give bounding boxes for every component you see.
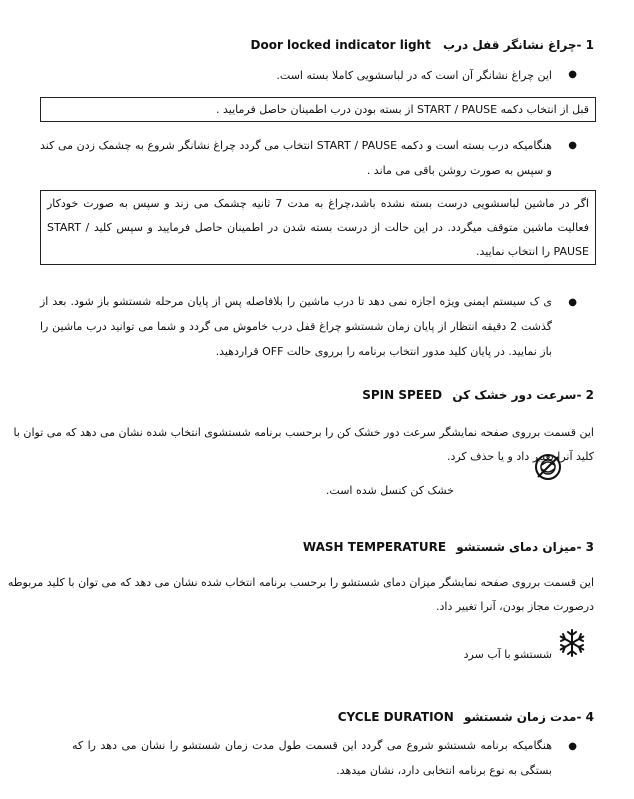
section-2-text-line-1: این قسمت برروی صفحه نمایشگر سرعت دور خشک کن را برحسب برنامه شستشوی انتخاب شده نشان می دهد که می توان با bbox=[13, 426, 594, 439]
section-1-heading bbox=[251, 38, 595, 52]
bullet-marker: ● bbox=[568, 140, 577, 151]
section-3-heading-fa: 3 -میزان دمای شستشو bbox=[456, 540, 594, 554]
section-3-heading bbox=[303, 540, 594, 554]
section-4-bullet-1: هنگامیکه برنامه شستشو شروع می گردد این قسمت طول مدت زمان شستشو را نشان می دهد را که بستگی به نوع برنامه انتخابی دارد، نشان میدهد. bbox=[72, 739, 552, 777]
bullet-marker: ● bbox=[568, 69, 577, 80]
section-3-text-line-2: درصورت مجاز بودن، آنرا تغییر داد. bbox=[436, 600, 594, 613]
section-1-note-box-1 bbox=[40, 97, 596, 122]
section-1-bullet-3: ی ک سیستم ایمنی ویژه اجازه نمی دهد تا درب ماشین را بلافاصله پس از پایان مرحله شستشو باز شود. بعد از گذشت 2 دقیقه انتظار از پایان زمان شستشو چراغ قفل درب خاموش می گردد و شما می توانید درب ماشین را باز نمایید. در پایان کلید مدور انتخاب برنامه را برروی حالت OFF قراردهید. bbox=[40, 295, 552, 358]
section-1-note-1: قبل از انتخاب دکمه START / PAUSE از بسته بودن درب اطمینان حاصل فرمایید . bbox=[216, 103, 589, 116]
bullet-marker: ● bbox=[568, 297, 577, 308]
section-2-text-line-2: کلید آنرا تغییر داد و یا حذف کرد. bbox=[446, 450, 594, 463]
section-1-bullet-2: هنگامیکه درب بسته است و دکمه START / PAUSE انتخاب می گردد چراغ نشانگر شروع به چشمک زدن می کند و سپس به صورت روشن باقی می ماند . bbox=[40, 139, 552, 177]
section-1-heading-fa: 1 -چراغ نشانگر قفل درب bbox=[443, 38, 594, 52]
section-4-heading bbox=[338, 710, 594, 724]
section-2-heading-en: SPIN SPEED bbox=[362, 388, 443, 402]
section-3-text-line-1: این قسمت برروی صفحه نمایشگر میزان دمای شستشو را برحسب برنامه انتخاب شده نشان می دهد که می توان با کلید مربوطه bbox=[7, 576, 594, 589]
snowflake-caption: شستشو با آب سرد bbox=[463, 648, 552, 661]
section-2-heading-fa: 2 -سرعت دور خشک کن bbox=[452, 388, 594, 402]
section-3-heading-en: WASH TEMPERATURE bbox=[302, 540, 447, 554]
section-2-heading bbox=[362, 388, 594, 402]
snowflake-icon bbox=[557, 628, 587, 658]
section-4-heading-fa: 4 -مدت زمان شستشو bbox=[463, 710, 594, 724]
section-1-note-2: اگر در ماشین لباسشویی درست بسته نشده باشد،چراغ به مدت 7 ثانیه چشمک می زند و سپس به صورت خودکار فعالیت ماشین متوقف میگردد. در این حالت از درست بسته شدن در اطمینان حاصل فرمایید و سپس کلید START / PAUSE را انتخاب نمایید. bbox=[47, 197, 590, 258]
spin-cancel-icon bbox=[533, 452, 563, 482]
section-1-note-box-2 bbox=[40, 190, 596, 265]
bullet-marker: ● bbox=[568, 741, 577, 752]
spin-cancel-caption: خشک کن کنسل شده است. bbox=[325, 484, 454, 497]
section-4-heading-en: CYCLE DURATION bbox=[337, 710, 454, 724]
section-1-bullet-1: این چراغ نشانگر آن است که در لباسشویی کاملا بسته است. bbox=[276, 69, 552, 82]
section-1-heading-en: Door locked indicator light bbox=[250, 38, 431, 52]
